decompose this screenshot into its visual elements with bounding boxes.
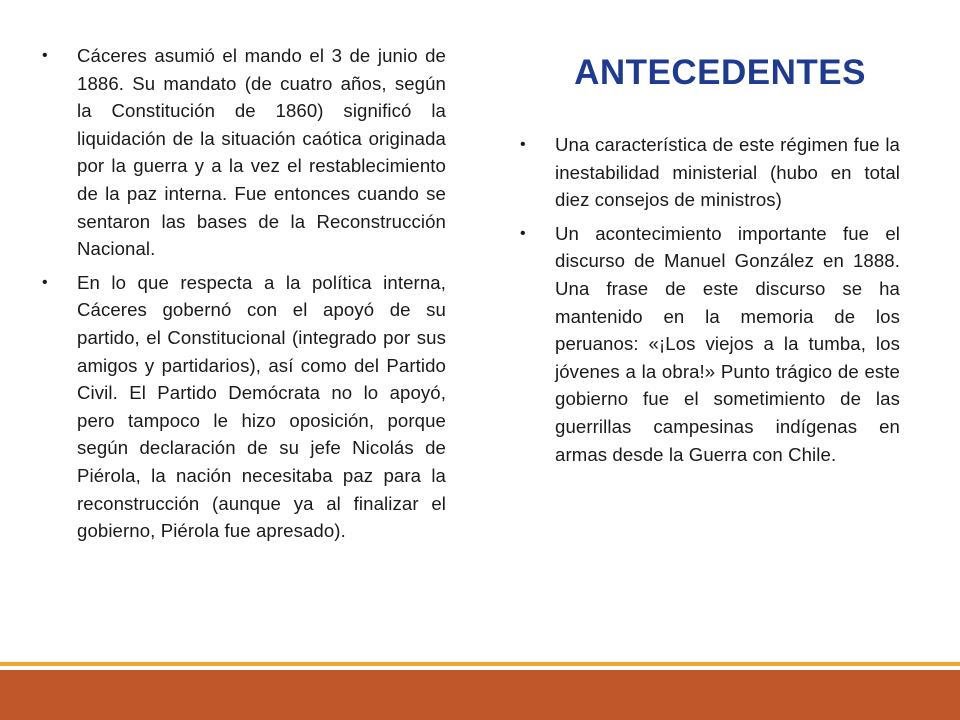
footer-band bbox=[0, 670, 960, 720]
bullet-text: En lo que respecta a la política interna, Cáceres gobernó con el apoyó de su partido, el Constitucional (integrado por sus amigos y partidarios), así como del Partido Civil. El Partido Demócrata no lo apoyó, pero tampoco le hizo oposición, porque según declaración de su jefe Nicolás de Piérola, la nación necesitaba paz para la reconstrucción (aunque ya al finalizar el gobierno, Piérola fue apresado). bbox=[77, 271, 446, 542]
bullet-icon: • bbox=[520, 136, 526, 153]
bullet-item bbox=[518, 131, 900, 214]
bullet-text: Un acontecimiento importante fue el discurso de Manuel González en 1888. Una frase de este discurso se ha mantenido en la memoria de los peruanos: «¡Los viejos a la tumba, los jóvenes a la obra!» Punto trágico de este gobierno fue el sometimiento de las guerrillas campesinas indígenas en armas desde la Guerra con Chile. bbox=[555, 222, 900, 465]
bullet-item bbox=[40, 42, 446, 263]
bullet-item bbox=[40, 269, 446, 545]
slide-title: ANTECEDENTES bbox=[574, 53, 866, 92]
bullet-text: Una característica de este régimen fue la inestabilidad ministerial (hubo en total diez consejos de ministros) bbox=[555, 134, 900, 211]
footer-accent-line bbox=[0, 662, 960, 666]
bullet-item bbox=[518, 220, 900, 468]
right-bullet-list bbox=[518, 131, 900, 474]
bullet-icon: • bbox=[42, 273, 48, 291]
bullet-icon: • bbox=[42, 47, 48, 64]
bullet-text: Cáceres asumió el mando el 3 de junio de 1886. Su mandato (de cuatro años, según la Constitución de 1860) significó la liquidación de la situación caótica originada por la guerra y a la vez el restablecimiento de la paz interna. Fue entonces cuando se sentaron las bases de la Reconstrucción Nacional. bbox=[77, 45, 446, 260]
bullet-icon: • bbox=[520, 224, 526, 242]
left-bullet-list bbox=[40, 42, 446, 551]
